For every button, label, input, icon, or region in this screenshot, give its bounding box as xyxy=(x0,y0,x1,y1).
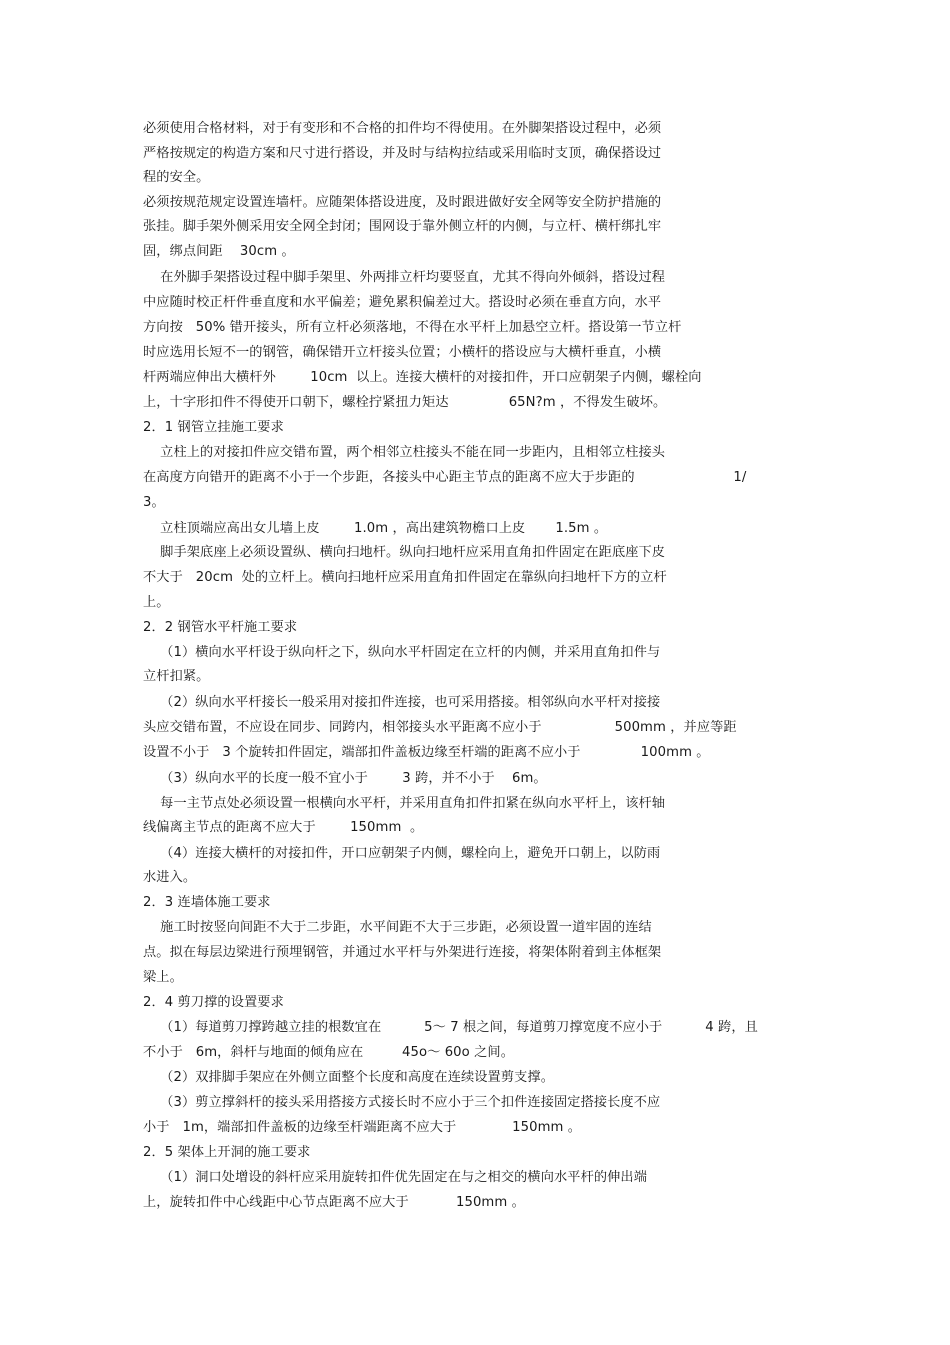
text-line: （2）双排脚手架应在外侧立面整个长度和高度在连续设置剪支撑。 xyxy=(143,1070,554,1085)
text-line: 水进入。 xyxy=(143,870,197,885)
text-line: 杆两端应伸出大横杆外 10cm 以上。连接大横杆的对接扣件，开口应朝架子内侧，螺栓向 xyxy=(143,370,702,385)
section-heading: 2．1 钢管立挂施工要求 xyxy=(143,420,284,435)
section-heading: 2．3 连墙体施工要求 xyxy=(143,895,271,910)
text-line: 脚手架底座上必须设置纵、横向扫地杆。纵向扫地杆应采用直角扣件固定在距底座下皮 xyxy=(143,545,666,560)
text-line: 立柱上的对接扣件应交错布置，两个相邻立柱接头不能在同一步距内，且相邻立柱接头 xyxy=(143,445,666,460)
text-line: 立杆扣紧。 xyxy=(143,669,210,684)
text-line: 上，十字形扣件不得使开口朝下，螺栓拧紧扭力矩达 65N?m ，不得发生破坏。 xyxy=(143,395,667,410)
text-line: 在高度方向错开的距离不小于一个步距，各接头中心距主节点的距离不应大于步距的 1/ xyxy=(143,470,747,485)
text-line: 梁上。 xyxy=(143,970,183,985)
section-heading: 2．2 钢管水平杆施工要求 xyxy=(143,620,298,635)
text-line: 上，旋转扣件中心线距中心节点距离不应大于 150mm 。 xyxy=(143,1195,525,1210)
text-line: （1）洞口处增设的斜杆应采用旋转扣件优先固定在与之相交的横向水平杆的伸出端 xyxy=(143,1170,648,1185)
text-line: 不小于 6m，斜杆与地面的倾角应在 45o～ 60o 之间。 xyxy=(143,1045,514,1060)
text-line: 严格按规定的构造方案和尺寸进行搭设，并及时与结构拉结或采用临时支顶，确保搭设过 xyxy=(143,146,662,161)
text-line: 头应交错布置，不应设在同步、同跨内，相邻接头水平距离不应小于 500mm ，并应等距 xyxy=(143,720,737,735)
text-line: 点。拟在每层边梁进行预埋钢管，并通过水平杆与外架进行连接，将架体附着到主体框架 xyxy=(143,945,662,960)
section-heading: 2．4 剪刀撑的设置要求 xyxy=(143,995,284,1010)
text-line: 设置不小于 3 个旋转扣件固定，端部扣件盖板边缘至杆端的距离不应小于 100mm 。 xyxy=(143,745,710,760)
text-line: 在外脚手架搭设过程中脚手架里、外两排立杆均要竖直，尤其不得向外倾斜，搭设过程 xyxy=(143,270,666,285)
text-line: （4）连接大横杆的对接扣件，开口应朝架子内侧，螺栓向上，避免开口朝上，以防雨 xyxy=(143,846,661,861)
text-line: 3。 xyxy=(143,495,165,510)
text-line: 线偏离主节点的距离不应大于 150mm 。 xyxy=(143,820,424,835)
text-line: 必须使用合格材料，对于有变形和不合格的扣件均不得使用。在外脚架搭设过程中，必须 xyxy=(143,121,662,136)
text-line: 时应选用长短不一的钢管，确保错开立杆接头位置；小横杆的搭设应与大横杆垂直，小横 xyxy=(143,345,662,360)
text-line: 程的安全。 xyxy=(143,170,210,185)
text-line: 张挂。脚手架外侧采用安全网全封闭；围网设于靠外侧立杆的内侧，与立杆、横杆绑扎牢 xyxy=(143,219,662,234)
text-line: 立柱顶端应高出女儿墙上皮 1.0m ，高出建筑物檐口上皮 1.5m 。 xyxy=(143,521,608,536)
text-line: （2）纵向水平杆接长一般采用对接扣件连接，也可采用搭接。相邻纵向水平杆对接接 xyxy=(143,695,661,710)
section-heading: 2．5 架体上开洞的施工要求 xyxy=(143,1145,311,1160)
text-line: 必须按规范规定设置连墙杆。应随架体搭设进度，及时跟进做好安全网等安全防护措施的 xyxy=(143,195,662,210)
text-line: （1）每道剪刀撑跨越立挂的根数宜在 5～ 7 根之间，每道剪刀撑宽度不应小于 4 跨，且 xyxy=(143,1020,758,1035)
text-line: （3）剪立撑斜杆的接头采用搭接方式接长时不应小于三个扣件连接固定搭接长度不应 xyxy=(143,1095,661,1110)
text-line: 施工时按竖向间距不大于二步距，水平间距不大于三步距，必须设置一道牢固的连结 xyxy=(143,920,652,935)
text-line: 方向按 50% 错开接头，所有立杆必须落地，不得在水平杆上加悬空立杆。搭设第一节立杆 xyxy=(143,320,682,335)
text-line: 中应随时校正杆件垂直度和水平偏差；避免累积偏差过大。搭设时必须在垂直方向，水平 xyxy=(143,295,662,310)
text-line: 不大于 20cm 处的立杆上。横向扫地杆应采用直角扣件固定在靠纵向扫地杆下方的立杆 xyxy=(143,570,667,585)
text-line: 每一主节点处必须设置一根横向水平杆，并采用直角扣件扣紧在纵向水平杆上，该杆轴 xyxy=(143,796,666,811)
text-line: 固，绑点间距 30cm 。 xyxy=(143,244,295,259)
text-line: 小于 1m，端部扣件盖板的边缘至杆端距离不应大于 150mm 。 xyxy=(143,1120,582,1135)
text-line: （3）纵向水平的长度一般不宜小于 3 跨，并不小于 6m。 xyxy=(143,771,547,786)
text-line: 上。 xyxy=(143,595,170,610)
text-line: （1）横向水平杆设于纵向杆之下，纵向水平杆固定在立杆的内侧，并采用直角扣件与 xyxy=(143,645,661,660)
